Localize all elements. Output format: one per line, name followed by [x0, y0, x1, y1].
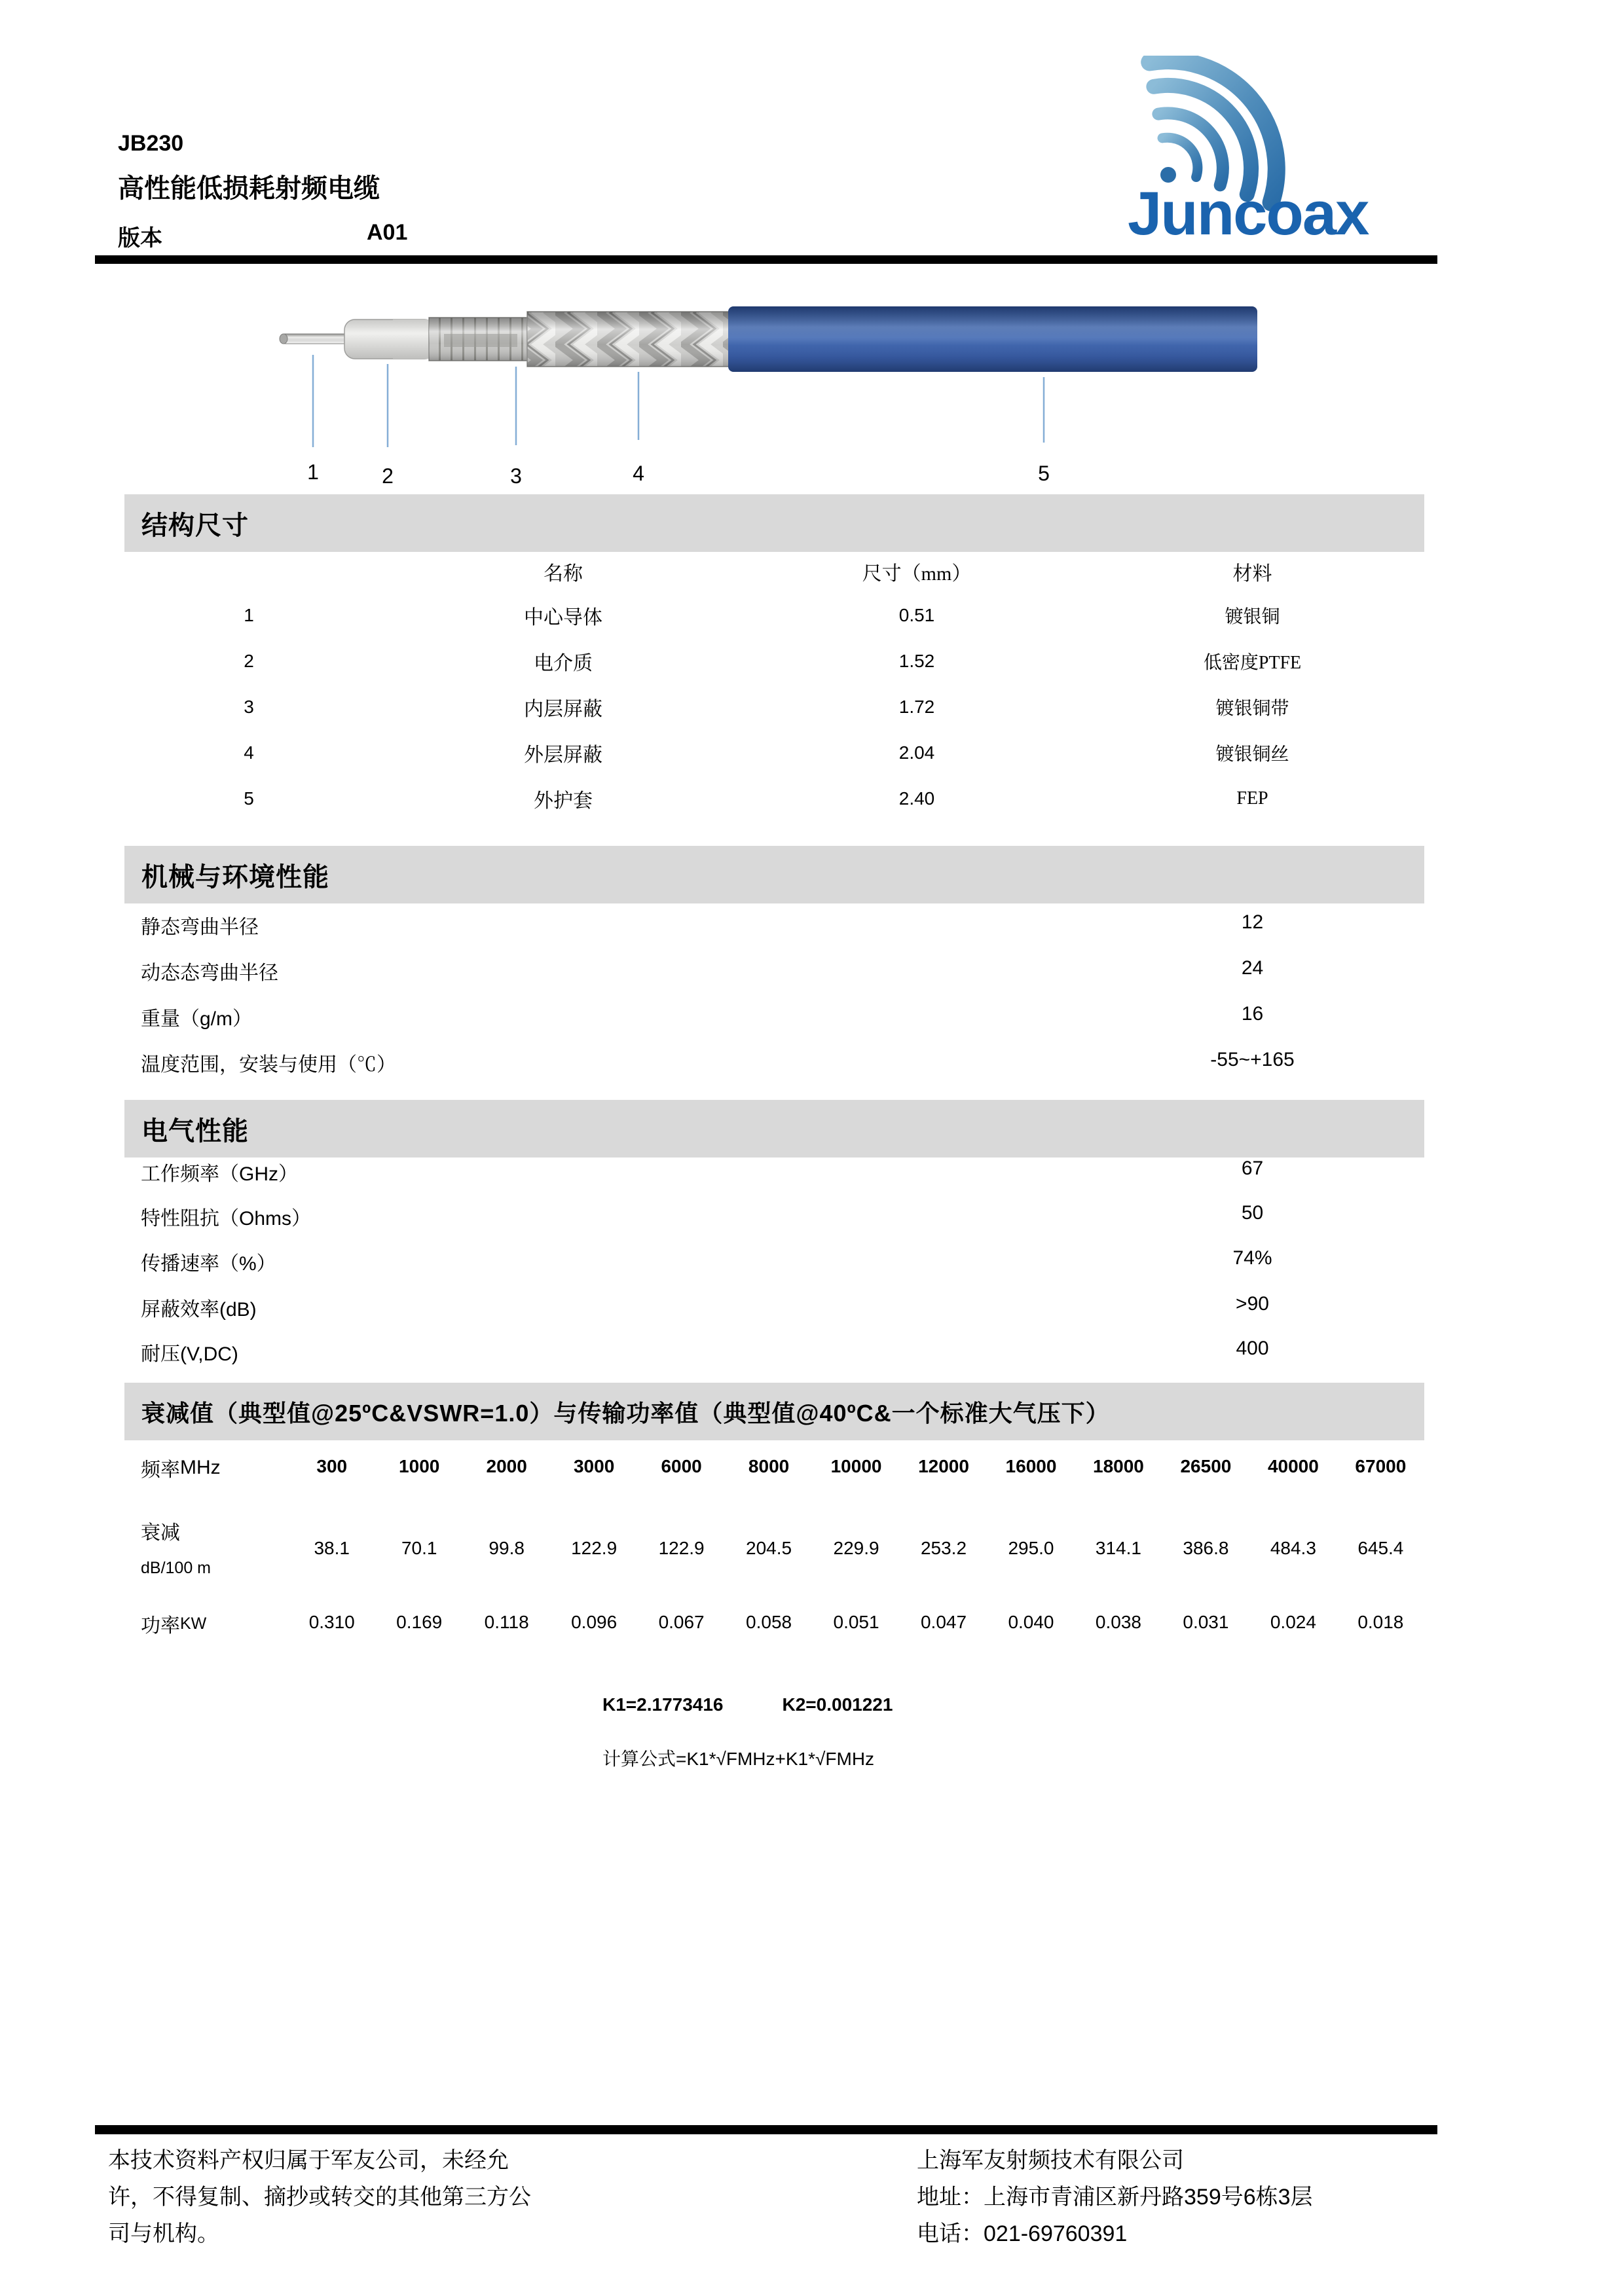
row-value: 400: [1236, 1338, 1269, 1359]
row-label: 耐压(V,DC): [141, 1343, 238, 1365]
freq-cell: 6000: [661, 1456, 702, 1476]
power-cell: 0.024: [1270, 1612, 1316, 1632]
row-label: 静态弯曲半径: [141, 917, 259, 938]
section-title-electrical: 电气性能: [141, 1116, 249, 1146]
freq-cell: 3000: [573, 1456, 615, 1476]
power-cell: 0.310: [308, 1612, 355, 1632]
logo-wordmark: Juncoax: [1128, 179, 1369, 247]
section-band-structure: [124, 494, 1424, 552]
row-value: 12: [1241, 911, 1264, 933]
table-row: [124, 592, 1424, 638]
footer-rule: [95, 2125, 1437, 2134]
freq-cell: 1000: [399, 1456, 440, 1476]
structure-col-name: 名称: [544, 563, 583, 585]
row-size: 0.51: [898, 605, 935, 625]
cable-inner-shield: [429, 318, 532, 361]
section-band-mechanical: [124, 846, 1424, 903]
freq-cell: 16000: [1005, 1456, 1057, 1476]
power-cell: 0.047: [920, 1612, 967, 1632]
atten-cell: 122.9: [658, 1538, 705, 1558]
row-name: 外层屏蔽: [524, 744, 602, 766]
atten-cell: 204.5: [746, 1538, 792, 1558]
power-cell: 0.058: [746, 1612, 792, 1632]
row-name: 电介质: [534, 653, 593, 674]
frequency-row-label: [141, 1445, 221, 1491]
row-size: 1.72: [898, 697, 935, 717]
section-title-structure: 结构尺寸: [141, 511, 249, 540]
atten-cell: 386.8: [1183, 1538, 1229, 1558]
table-row: [124, 684, 1424, 730]
cable-center-conductor: [280, 334, 352, 344]
frequency-label-cn: 频率: [141, 1459, 180, 1481]
cable-dielectric: [344, 319, 435, 359]
freq-cell: 8000: [748, 1456, 790, 1476]
freq-cell: 67000: [1355, 1456, 1407, 1476]
atten-cell: 70.1: [401, 1538, 437, 1558]
row-name: 外护套: [534, 790, 593, 812]
k1-constant: K1=2.1773416: [602, 1694, 724, 1715]
callout-1: 1: [307, 460, 319, 484]
formula-label: 计算公式: [602, 1749, 676, 1769]
power-cell: 0.018: [1357, 1612, 1404, 1632]
row-value: -55~+165: [1210, 1049, 1295, 1070]
frequency-label-unit: MHz: [180, 1457, 221, 1478]
row-value: 67: [1241, 1157, 1264, 1179]
version-label: 版本: [118, 226, 162, 251]
power-label-unit: KW: [180, 1614, 207, 1633]
power-cell: 0.031: [1183, 1612, 1229, 1632]
atten-cell: 295.0: [1008, 1538, 1054, 1558]
row-name: 内层屏蔽: [524, 699, 602, 720]
atten-cell: 122.9: [571, 1538, 618, 1558]
section-band-attenuation: [124, 1383, 1424, 1440]
power-cell: 0.096: [571, 1612, 618, 1632]
footer-copyright-line3: 司与机构。: [108, 2221, 219, 2246]
cable-jacket: [728, 306, 1257, 372]
footer-copyright-line2: 许，不得复制、摘抄或转交的其他第三方公: [108, 2185, 531, 2210]
freq-cell: 18000: [1093, 1456, 1144, 1476]
attenuation-row-label: [141, 1516, 211, 1585]
freq-cell: 2000: [486, 1456, 527, 1476]
row-no: 3: [244, 697, 254, 717]
footer-copyright: [108, 2142, 841, 2252]
footer-company-info: [917, 2142, 1506, 2252]
row-label: 特性阻抗（Ohms）: [141, 1208, 312, 1230]
table-row: [124, 730, 1424, 776]
callout-4: 4: [633, 462, 644, 485]
structure-table-header: [124, 553, 1424, 590]
row-name: 中心导体: [524, 607, 602, 629]
row-no: 5: [244, 788, 254, 809]
table-row: [124, 638, 1424, 684]
row-label: 动态态弯曲半径: [141, 962, 278, 984]
row-material: 低密度PTFE: [1203, 653, 1302, 673]
atten-cell: 253.2: [920, 1538, 967, 1558]
formula-line: [602, 1745, 874, 1771]
row-value: 16: [1241, 1003, 1264, 1025]
power-cell: 0.051: [833, 1612, 879, 1632]
row-label: 工作频率（GHz）: [141, 1163, 298, 1185]
freq-cell: 26500: [1180, 1456, 1232, 1476]
row-no: 2: [244, 651, 254, 671]
power-label-cn: 功率: [141, 1615, 180, 1637]
row-value: 74%: [1232, 1247, 1272, 1269]
row-label: 温度范围，安装与使用（℃）: [141, 1054, 396, 1076]
product-subtitle: 高性能低损耗射频电缆: [118, 174, 380, 203]
freq-cell: 300: [316, 1456, 348, 1476]
row-no: 4: [244, 742, 254, 763]
k-constants-line: [602, 1694, 893, 1715]
atten-cell: 484.3: [1270, 1538, 1316, 1558]
section-title-attenuation: 衰减值（典型值@25ºC&VSWR=1.0）与传输功率值（典型值@40ºC&一个标准大气压下）: [141, 1399, 1110, 1427]
power-cell: 0.040: [1008, 1612, 1054, 1632]
row-material: FEP: [1236, 788, 1268, 809]
attenuation-values-row: [288, 1525, 1424, 1571]
row-value: 50: [1241, 1202, 1264, 1224]
atten-cell: 645.4: [1357, 1538, 1404, 1558]
table-row: [124, 776, 1424, 822]
section-title-mechanical: 机械与环境性能: [141, 862, 329, 892]
structure-col-material: 材料: [1232, 563, 1272, 585]
row-size: 1.52: [898, 651, 935, 671]
row-size: 2.04: [898, 742, 935, 763]
structure-col-size: 尺寸（mm）: [862, 563, 972, 585]
row-material: 镀银铜: [1225, 607, 1280, 627]
row-value: >90: [1236, 1293, 1269, 1315]
footer-company-phone: 电话：021-69760391: [917, 2221, 1128, 2246]
callout-numbers: [307, 460, 1050, 488]
power-cell: 0.067: [658, 1612, 705, 1632]
footer-company-address: 地址：上海市青浦区新丹路359号6栋3层: [917, 2185, 1313, 2210]
atten-cell: 99.8: [489, 1538, 525, 1558]
power-cell: 0.038: [1095, 1612, 1141, 1632]
attenuation-label-cn: 衰减: [141, 1522, 180, 1544]
power-cell: 0.169: [396, 1612, 443, 1632]
row-no: 1: [244, 605, 254, 625]
callout-3: 3: [510, 464, 522, 488]
header-rule: [95, 255, 1437, 264]
row-value: 24: [1241, 957, 1264, 979]
callout-5: 5: [1038, 462, 1050, 485]
row-label: 传播速率（%）: [141, 1253, 276, 1275]
footer-copyright-line1: 本技术资料产权归属于军友公司，未经允: [108, 2148, 509, 2173]
frequency-values-row: [288, 1444, 1424, 1489]
row-label: 屏蔽效率(dB): [141, 1299, 257, 1321]
cable-cross-section-figure: [262, 282, 1257, 498]
k2-constant: K2=0.001221: [782, 1694, 893, 1715]
freq-cell: 10000: [830, 1456, 882, 1476]
attenuation-label-unit: dB/100 m: [141, 1559, 212, 1577]
cable-outer-braid: [527, 312, 733, 367]
footer-company-name: 上海军友射频技术有限公司: [917, 2148, 1184, 2173]
formula-expression: =K1*√FMHz+K1*√FMHz: [676, 1749, 875, 1769]
row-material: 镀银铜丝: [1215, 744, 1289, 765]
atten-cell: 38.1: [314, 1538, 350, 1558]
power-cell: 0.118: [484, 1612, 529, 1632]
atten-cell: 229.9: [833, 1538, 879, 1558]
freq-cell: 12000: [918, 1456, 969, 1476]
juncoax-logo: [1100, 56, 1454, 252]
row-label: 重量（g/m）: [141, 1008, 253, 1030]
row-size: 2.40: [898, 788, 935, 809]
row-material: 镀银铜带: [1215, 699, 1289, 719]
product-model: JB230: [118, 131, 184, 156]
version-value: A01: [367, 220, 408, 245]
callout-2: 2: [382, 464, 394, 488]
atten-cell: 314.1: [1095, 1538, 1141, 1558]
power-row-label: [141, 1601, 206, 1647]
freq-cell: 40000: [1267, 1456, 1319, 1476]
power-values-row: [288, 1599, 1424, 1645]
